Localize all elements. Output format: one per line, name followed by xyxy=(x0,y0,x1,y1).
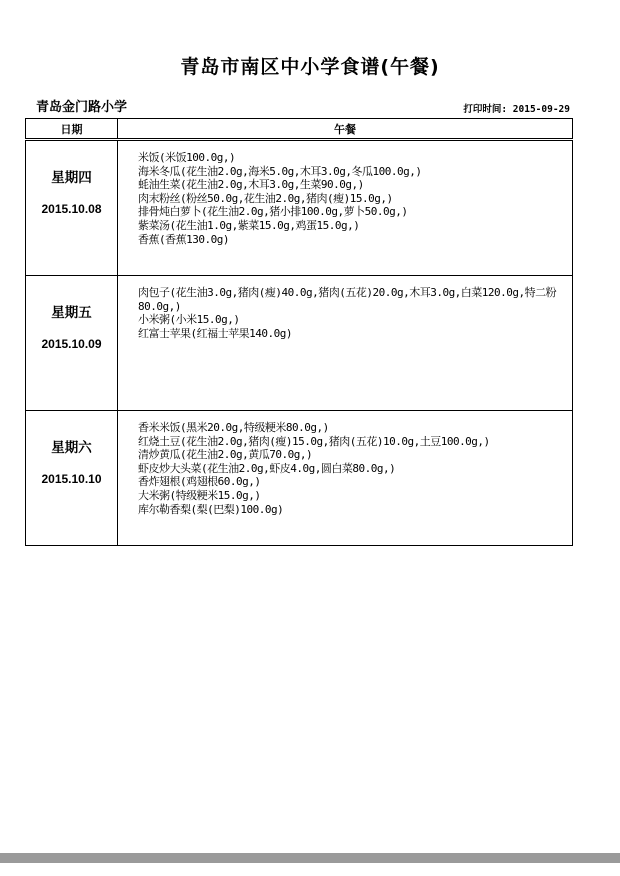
date-label: 2015.10.09 xyxy=(41,337,102,351)
dish-item: 香米米饭(黑米20.0g,特级粳米80.0g,) xyxy=(138,421,329,434)
menu-table xyxy=(25,118,573,546)
dish-item: 肉包子(花生油3.0g,猪肉(瘦)40.0g,猪肉(五花)20.0g,木耳3.0g,白菜120.0g,特二粉80.0g,) xyxy=(138,286,557,313)
dish-item: 海米冬瓜(花生油2.0g,海米5.0g,木耳3.0g,冬瓜100.0g,) xyxy=(138,164,422,178)
dish-list xyxy=(138,151,558,246)
dish-item: 香炸翅根(鸡翅根60.0g,) xyxy=(138,475,261,489)
dish-item: 肉末粉丝(粉丝50.0g,花生油2.0g,猪肉(瘦)15.0g,) xyxy=(138,191,393,205)
weekday-label: 星期五 xyxy=(51,305,92,321)
dish-item: 小米粥(小米15.0g,) xyxy=(138,313,240,327)
dish-item: 大米粥(特级粳米15.0g,) xyxy=(138,488,261,502)
dish-list xyxy=(138,421,558,516)
dish-item: 香蕉(香蕉130.0g) xyxy=(138,232,229,246)
page-title: 青岛市南区中小学食谱(午餐) xyxy=(180,56,440,78)
dish-item: 紫菜汤(花生油1.0g,紫菜15.0g,鸡蛋15.0g,) xyxy=(138,218,360,232)
day-row-thursday xyxy=(26,141,573,276)
day-row-friday xyxy=(26,276,573,411)
dish-item: 虾皮炒大头菜(花生油2.0g,虾皮4.0g,圆白菜80.0g,) xyxy=(138,461,396,475)
dish-item: 红富士苹果(红福士苹果140.0g) xyxy=(138,326,292,340)
dish-list xyxy=(138,286,558,340)
dish-item: 红烧土豆(花生油2.0g,猪肉(瘦)15.0g,猪肉(五花)10.0g,土豆100.0g,) xyxy=(138,434,490,448)
lunch-cell xyxy=(118,276,573,411)
day-row-saturday xyxy=(26,411,573,546)
print-date: 打印时间: 2015-09-29 xyxy=(463,104,570,115)
table-header-row xyxy=(26,119,573,139)
date-cell xyxy=(26,411,118,546)
dish-item: 库尔勒香梨(梨(巴梨)100.0g) xyxy=(138,502,284,516)
lunch-cell xyxy=(118,141,573,276)
date-cell xyxy=(26,276,118,411)
lunch-cell xyxy=(118,411,573,546)
date-column-header: 日期 xyxy=(26,119,118,139)
lunch-column-header: 午餐 xyxy=(118,119,573,139)
weekday-label: 星期四 xyxy=(51,170,92,186)
weekday-label: 星期六 xyxy=(51,440,92,456)
dish-item: 米饭(米饭100.0g,) xyxy=(138,151,236,164)
date-label: 2015.10.08 xyxy=(41,202,102,216)
school-name: 青岛金门路小学 xyxy=(36,100,128,115)
date-label: 2015.10.10 xyxy=(41,472,102,486)
date-cell xyxy=(26,141,118,276)
dish-item: 排骨炖白萝卜(花生油2.0g,猪小排100.0g,萝卜50.0g,) xyxy=(138,205,408,219)
dish-item: 蚝油生菜(花生油2.0g,木耳3.0g,生菜90.0g,) xyxy=(138,178,364,192)
viewer-bottom-bar xyxy=(0,853,620,863)
dish-item: 清炒黄瓜(花生油2.0g,黄瓜70.0g,) xyxy=(138,448,313,462)
